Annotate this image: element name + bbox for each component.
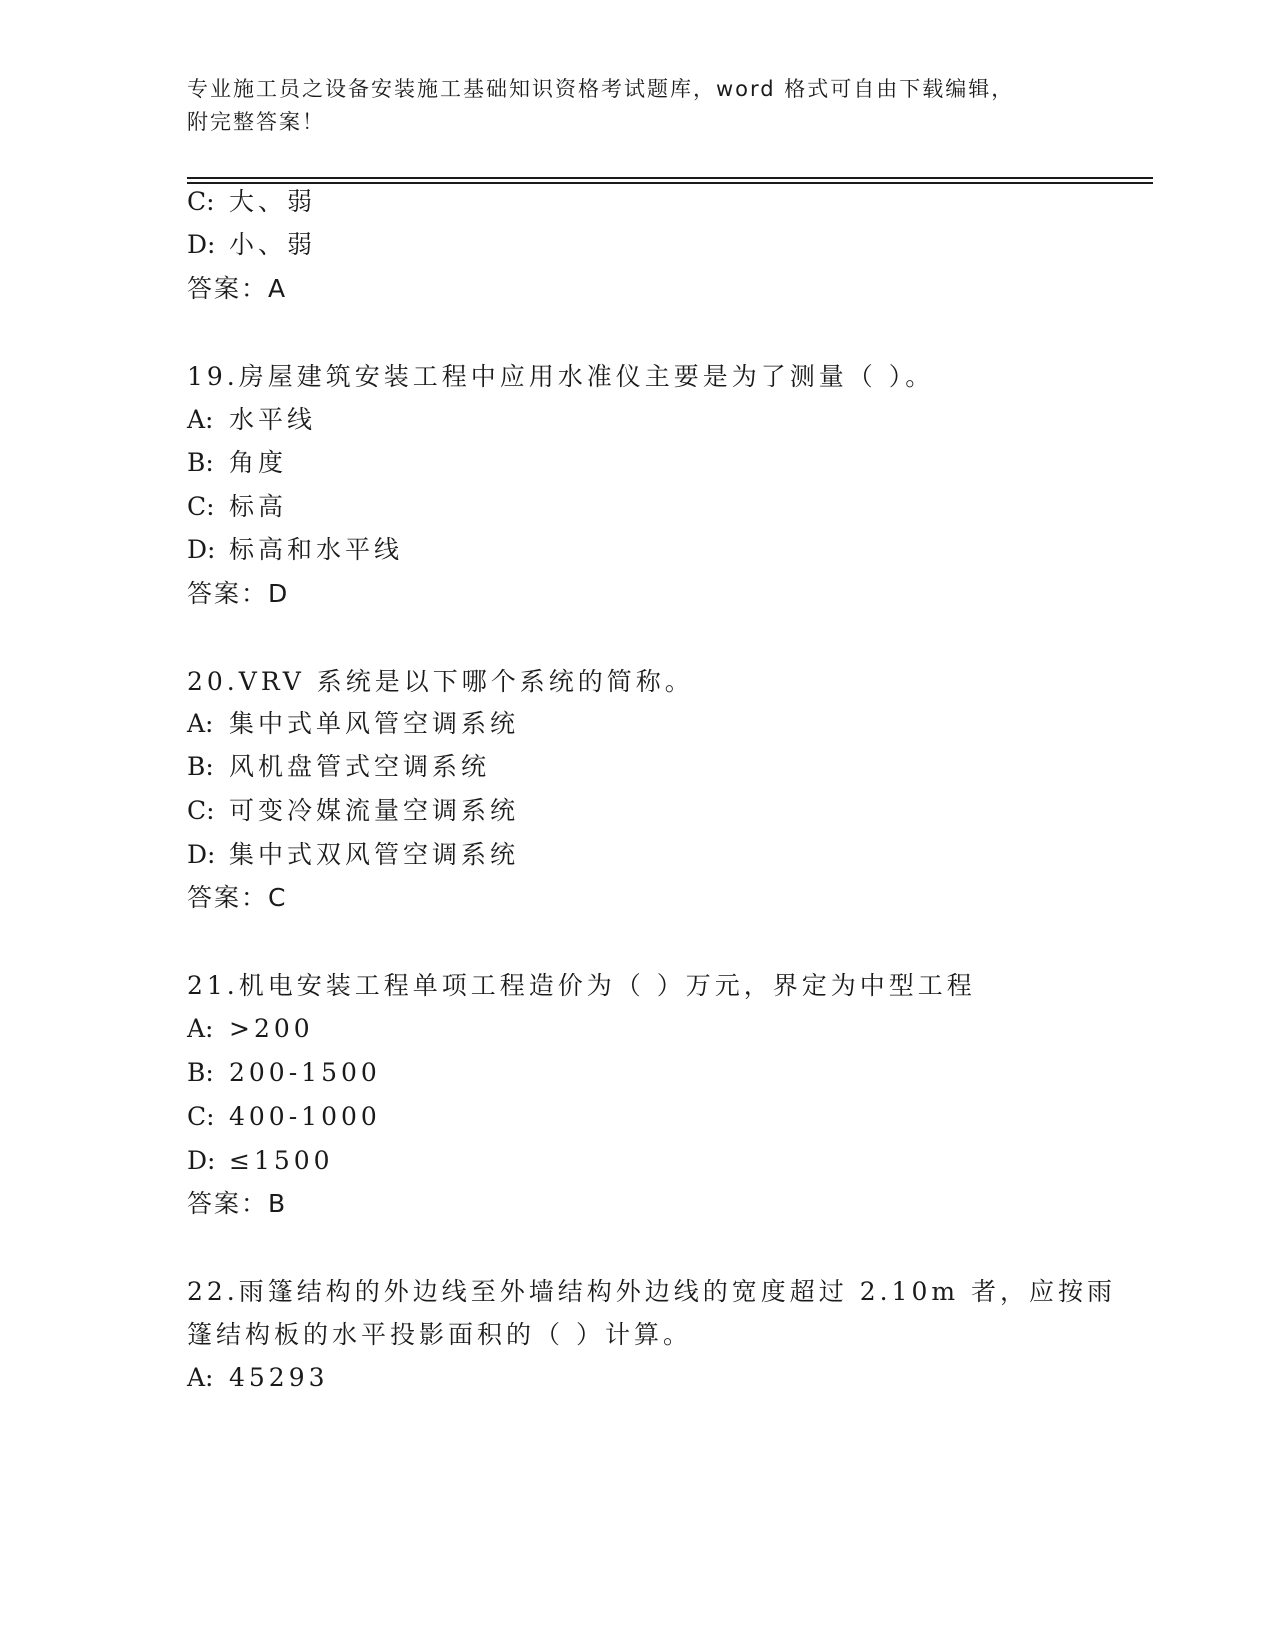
option-line	[187, 1014, 314, 1044]
option-text: 小、弱	[229, 230, 317, 259]
option-label: C:	[187, 187, 215, 216]
option-line	[187, 535, 403, 565]
option-label: A:	[187, 405, 214, 434]
option-text: 风机盘管式空调系统	[229, 752, 491, 781]
question-stem: 22.雨篷结构的外边线至外墙结构外边线的宽度超过 2.10m 者，应按雨	[187, 1277, 1117, 1306]
question-stem: 20.VRV 系统是以下哪个系统的简称。	[187, 667, 694, 696]
option-text: ≤1500	[229, 1146, 334, 1175]
option-line	[187, 405, 316, 435]
option-line	[187, 187, 316, 217]
option-line	[187, 1146, 334, 1176]
option-text: 集中式单风管空调系统	[229, 709, 520, 738]
document-header	[187, 73, 1067, 139]
option-label: C:	[187, 796, 215, 825]
option-label: A:	[187, 709, 214, 738]
option-line	[187, 1363, 329, 1393]
option-text: 标高	[229, 492, 288, 521]
option-line	[187, 230, 316, 260]
option-line	[187, 840, 519, 870]
option-text: 400-1000	[229, 1102, 381, 1131]
option-line	[187, 1058, 381, 1088]
option-text: >200	[229, 1014, 314, 1043]
option-line	[187, 448, 287, 478]
header-line-2: 附完整答案！	[187, 110, 325, 134]
option-text: 45293	[229, 1363, 329, 1392]
header-divider-bottom	[187, 182, 1153, 184]
option-text: 水平线	[229, 405, 317, 434]
option-label: D:	[187, 840, 216, 869]
option-label: D:	[187, 1146, 216, 1175]
answer-line: 答案：A	[187, 274, 288, 303]
option-line	[187, 752, 490, 782]
option-label: B:	[187, 1058, 214, 1087]
answer-line: 答案：C	[187, 883, 288, 912]
option-label: D:	[187, 230, 216, 259]
option-line	[187, 1102, 381, 1132]
option-label: D:	[187, 535, 216, 564]
option-label: C:	[187, 492, 215, 521]
option-label: B:	[187, 752, 214, 781]
option-text: 200-1500	[229, 1058, 381, 1087]
option-text: 角度	[229, 448, 288, 477]
option-label: A:	[187, 1363, 214, 1392]
answer-line: 答案：D	[187, 579, 290, 608]
option-text: 可变冷媒流量空调系统	[229, 796, 520, 825]
option-text: 大、弱	[229, 187, 317, 216]
option-label: A:	[187, 1014, 214, 1043]
option-line	[187, 492, 287, 522]
header-divider-top	[187, 177, 1153, 179]
option-text: 标高和水平线	[229, 535, 404, 564]
question-stem: 21.机电安装工程单项工程造价为（ ）万元，界定为中型工程	[187, 971, 976, 1000]
option-line	[187, 709, 519, 739]
option-label: C:	[187, 1102, 215, 1131]
option-label: B:	[187, 448, 214, 477]
option-line	[187, 796, 519, 826]
option-text: 集中式双风管空调系统	[229, 840, 520, 869]
question-stem-continued: 篷结构板的水平投影面积的（ ）计算。	[187, 1320, 692, 1349]
question-stem: 19.房屋建筑安装工程中应用水准仪主要是为了测量（ ）。	[187, 362, 935, 391]
answer-line: 答案：B	[187, 1189, 288, 1218]
header-line-1: 专业施工员之设备安装施工基础知识资格考试题库，word 格式可自由下载编辑，	[187, 77, 1015, 101]
